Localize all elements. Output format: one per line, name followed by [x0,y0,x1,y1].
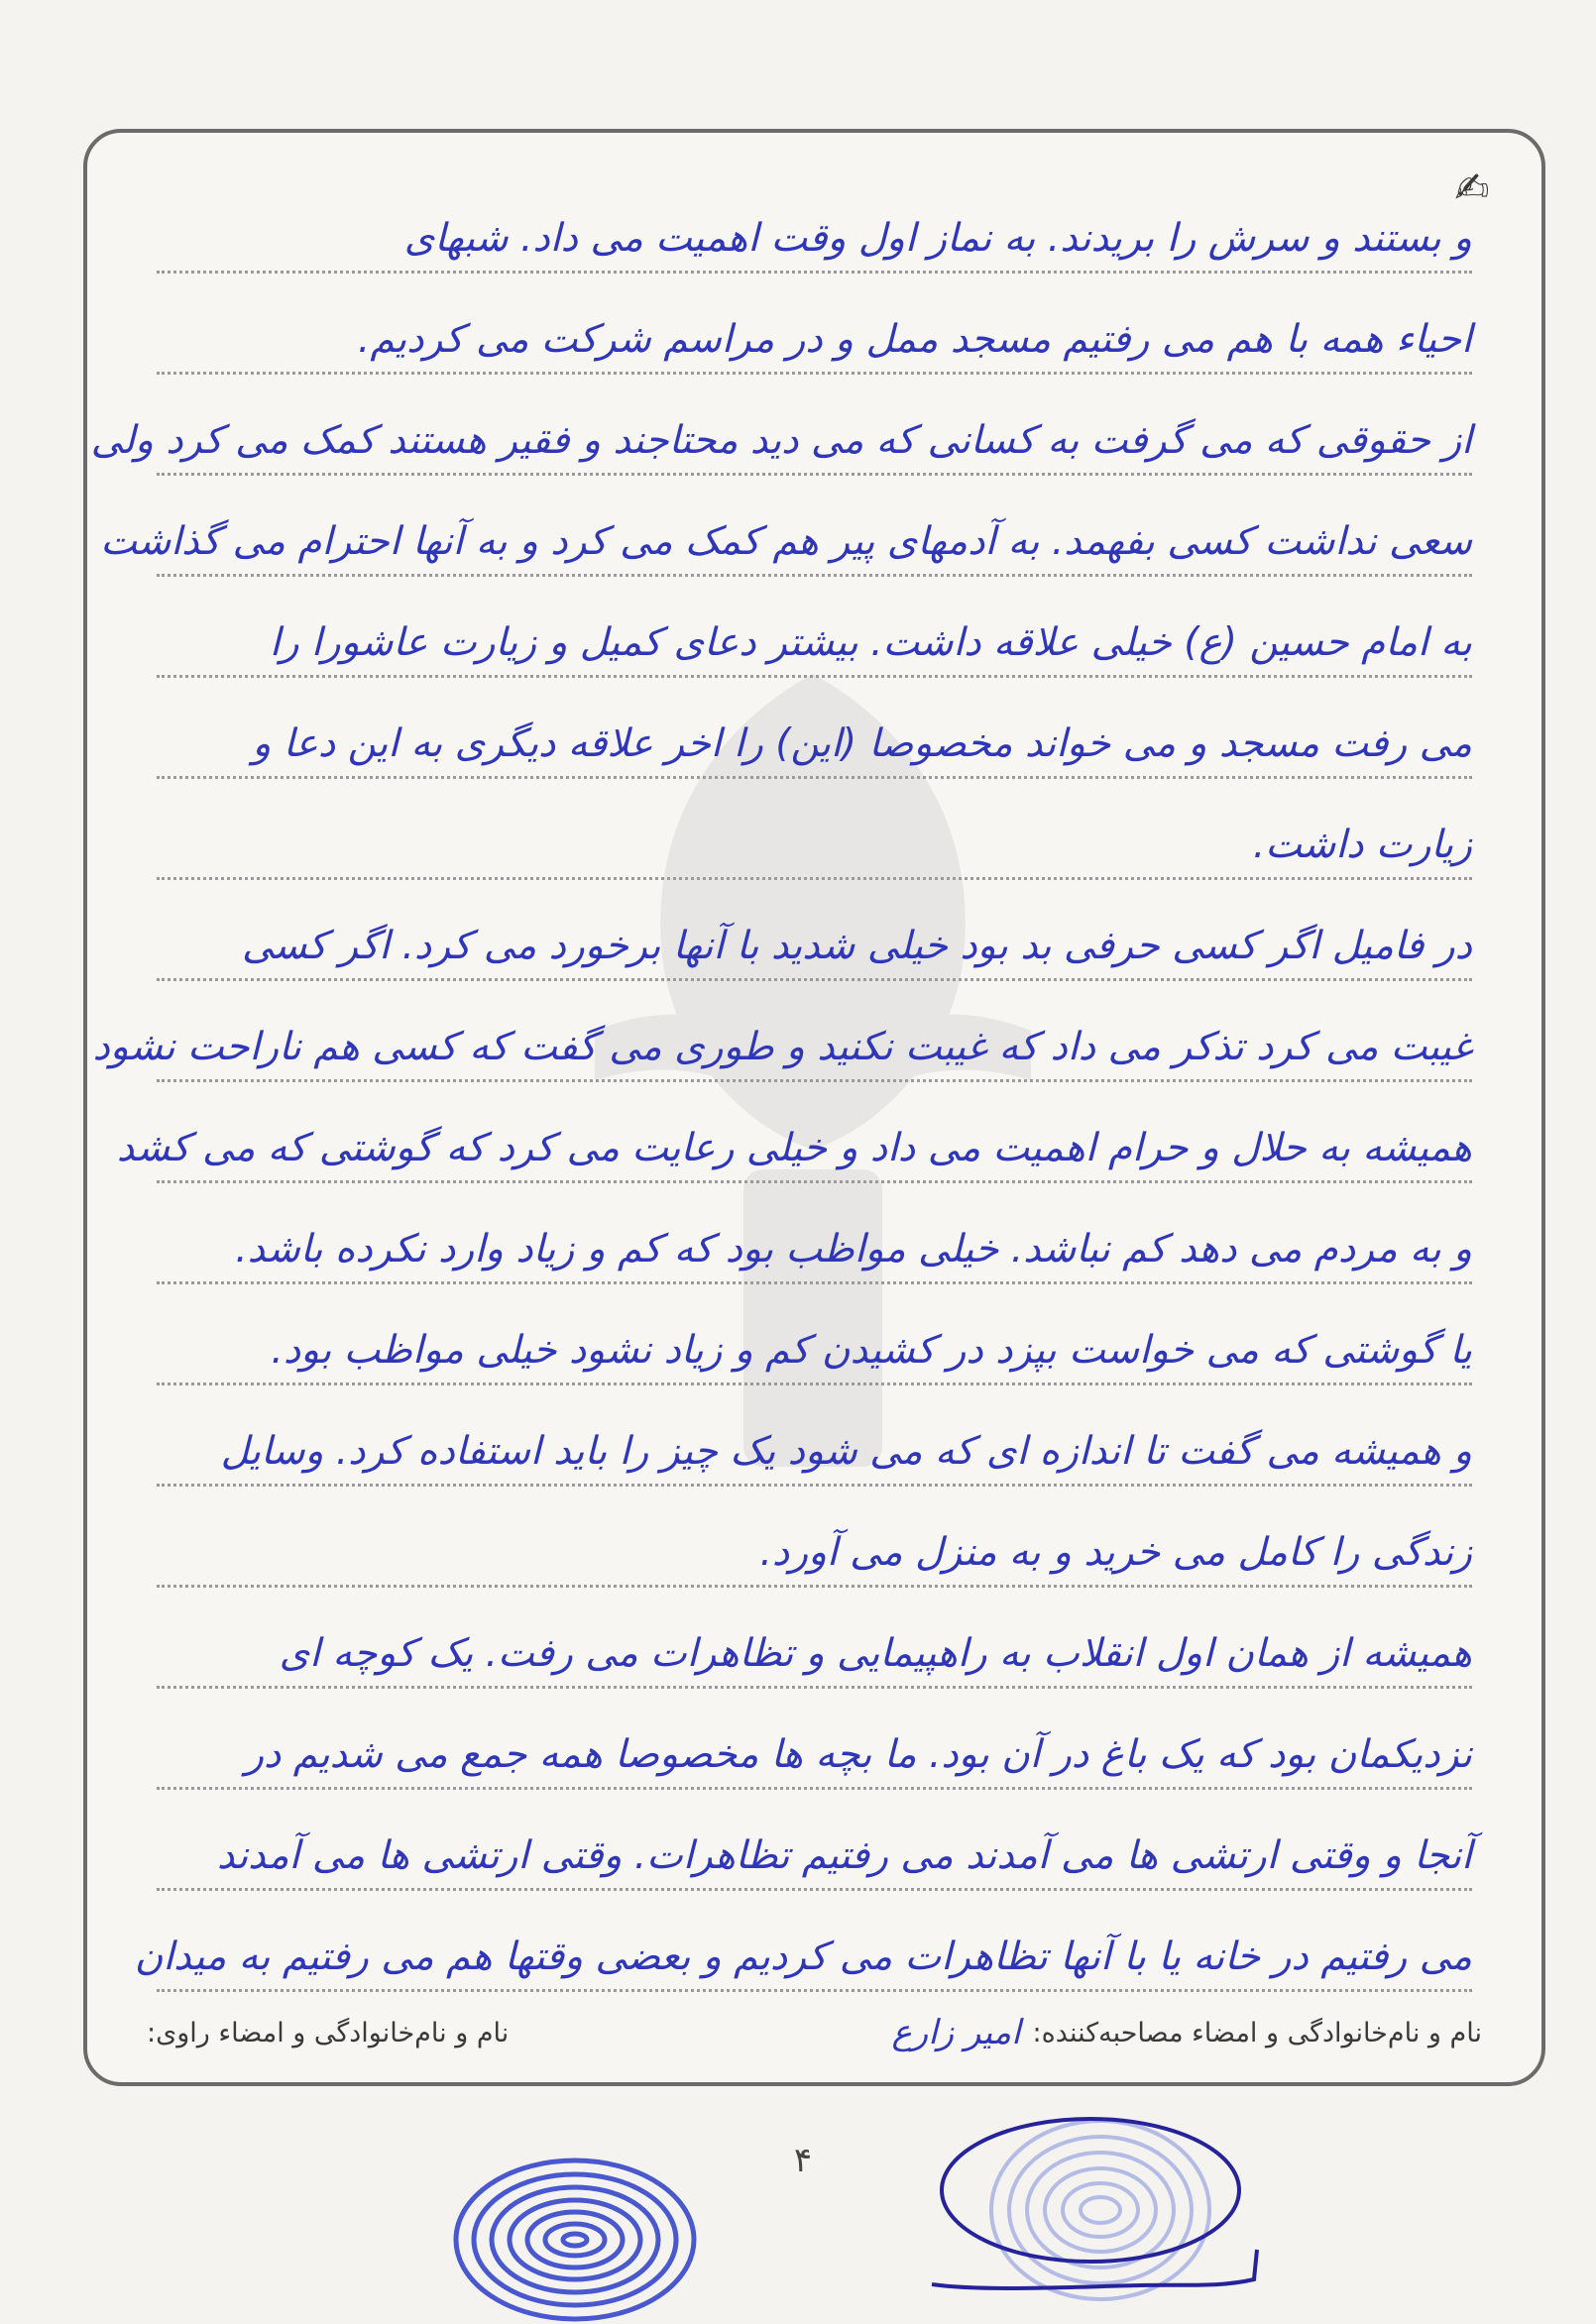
line-text: غیبت می کرد تذکر می داد که غیبت نکنید و طوری می گفت که کسی هم ناراحت نشود [92,1025,1472,1069]
narrator-signature-field [147,2018,509,2048]
fingerprint-left [426,2131,704,2324]
text-line [157,1284,1472,1385]
line-text: و بستند و سرش را بریدند. به نماز اول وقت اهمیت می داد. شبهای [403,216,1472,261]
text-line [157,274,1472,375]
line-text: به امام حسین (ع) خیلی علاقه داشت. بیشتر دعای کمیل و زیارت عاشورا را [269,620,1472,665]
text-line [157,1385,1472,1487]
text-line [157,1689,1472,1790]
text-line [157,1183,1472,1284]
text-line [157,880,1472,981]
text-line [157,678,1472,779]
text-line [116,1082,1472,1183]
line-text: آنجا و وقتی ارتشی ها می آمدند می رفتیم تظاهرات. وقتی ارتشی ها می آمدند [216,1833,1472,1878]
text-line [157,172,1472,274]
line-text: و همیشه می گفت تا اندازه ای که می شود یک چیز را باید استفاده کرد. وسایل [220,1429,1472,1474]
handwritten-lines [90,172,1472,1992]
narrator-label: نام و نام‌خانوادگی و امضاء راوی: [147,2017,510,2048]
text-line [100,476,1472,577]
line-text: زیارت داشت. [1252,823,1472,867]
text-line [90,375,1472,476]
pen-icon: ✍ [1454,164,1490,212]
line-text: نزدیکمان بود که یک باغ در آن بود. ما بچه ها مخصوصا همه جمع می شدیم در [245,1732,1472,1777]
interviewer-signature: امیر زارع [891,2013,1021,2052]
page-number: ۴ [793,2141,813,2180]
text-line [157,1487,1472,1588]
line-text: زندگی را کامل می خرید و به منزل می آورد. [759,1530,1472,1575]
text-line [157,1790,1472,1891]
line-text: احیاء همه با هم می رفتیم مسجد ممل و در مراسم شرکت می کردیم. [357,317,1472,362]
signature-footer [147,2005,1482,2060]
line-text: همیشه از همان اول انقلاب به راهپیمایی و تظاهرات می رفت. یک کوچه ای [279,1631,1472,1676]
text-line [157,1588,1472,1689]
line-text: یا گوشتی که می خواست بپزد در کشیدن کم و زیاد نشود خیلی مواظب بود. [271,1328,1472,1373]
line-text: و به مردم می دهد کم نباشد. خیلی مواظب بود که کم و زیاد وارد نکرده باشد. [235,1227,1472,1272]
text-line [92,981,1472,1082]
interviewer-label: نام و نام‌خانوادگی و امضاء مصاحبه‌کننده: [1032,2017,1482,2048]
text-line [157,779,1472,880]
line-text: در فامیل اگر کسی حرفی بد بود خیلی شدید با آنها برخورد می کرد. اگر کسی [241,924,1472,968]
interviewer-signature-field [891,2013,1482,2052]
text-line [157,577,1472,678]
line-text: همیشه به حلال و حرام اهمیت می داد و خیلی رعایت می کرد که گوشتی که می کشد [116,1126,1472,1170]
narrator-signature-mark [922,2111,1269,2309]
line-text: می رفت مسجد و می خواند مخصوصا (این) را اخر علاقه دیگری به این دعا و [252,721,1472,766]
line-text: از حقوقی که می گرفت به کسانی که می دید محتاجند و فقیر هستند کمک می کرد ولی [90,418,1472,463]
page-frame [83,129,1545,2086]
line-text: می رفتیم در خانه یا با آنها تظاهرات می کردیم و بعضی وقتها هم می رفتیم به میدان [134,1935,1472,1979]
text-line [134,1891,1472,1992]
line-text: سعی نداشت کسی بفهمد. به آدمهای پیر هم کمک می کرد و به آنها احترام می گذاشت [100,519,1472,564]
